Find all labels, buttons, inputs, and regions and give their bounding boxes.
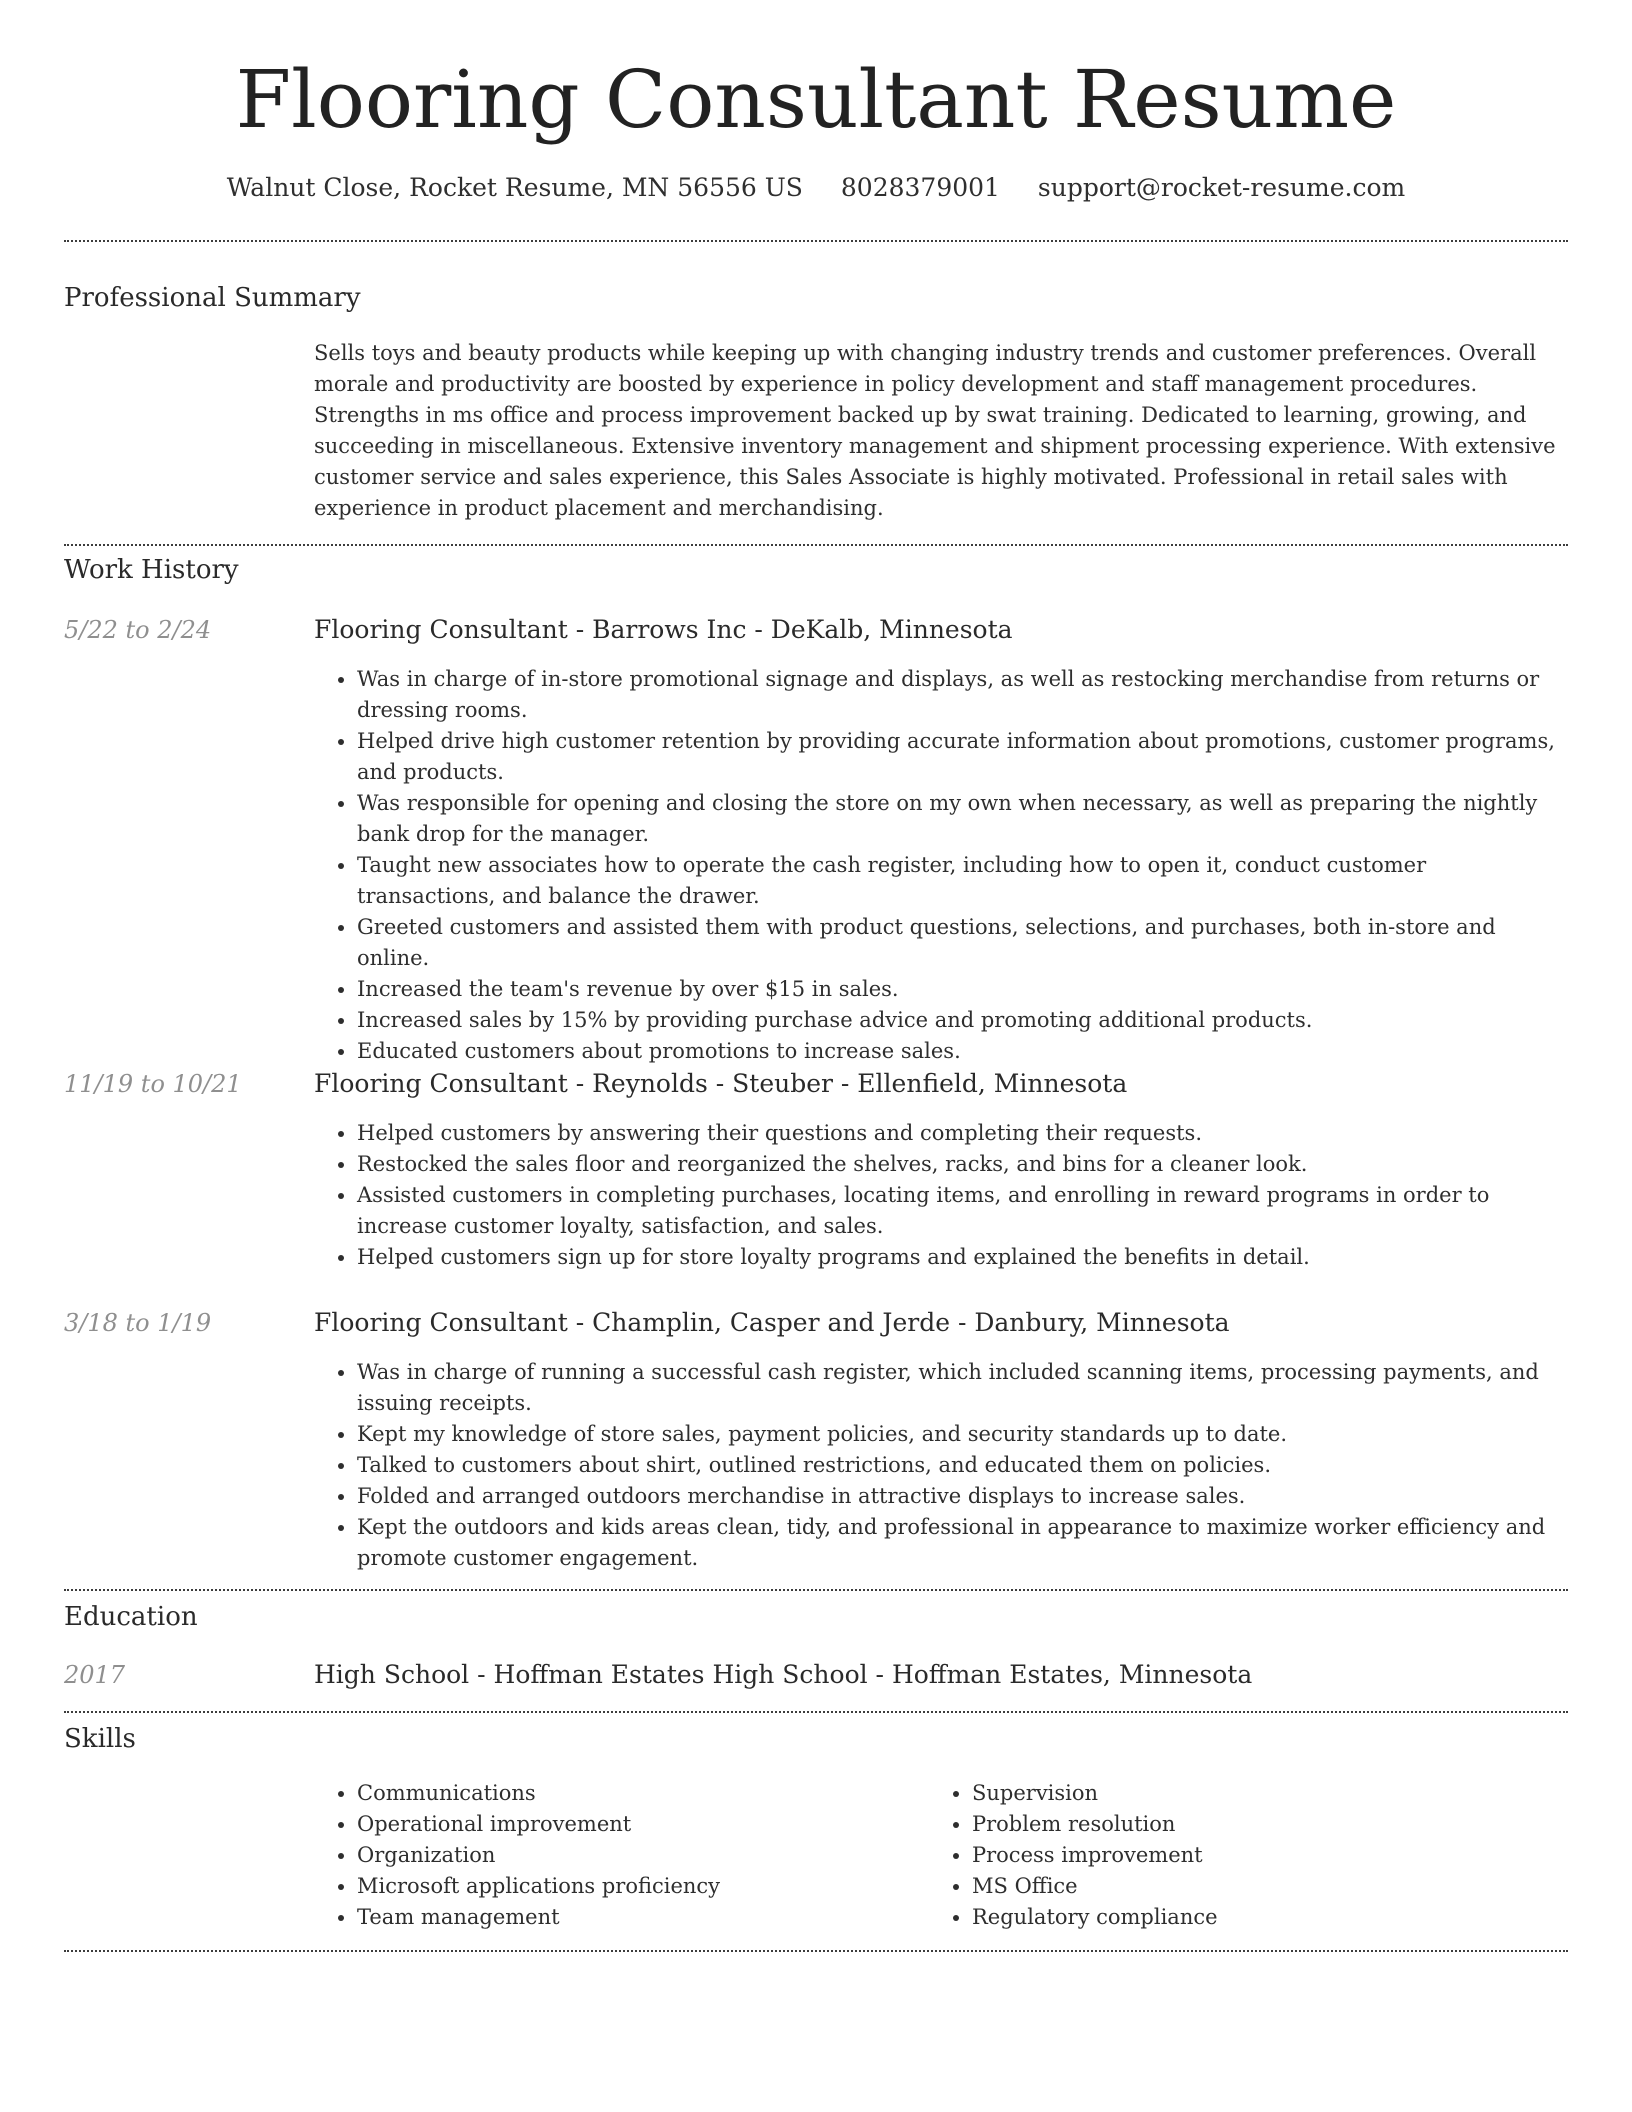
job-duties: [314, 664, 1564, 1067]
resume-header: [0, 50, 1632, 206]
job-bullet-list: [314, 1357, 1564, 1574]
list-item: • Increased sales by 15% by providing purchase advice and promoting additional products.: [357, 1005, 1564, 1036]
education-heading: Education: [64, 1602, 198, 1632]
skill-item: • MS Office: [972, 1871, 1529, 1902]
skills-heading: Skills: [64, 1724, 136, 1754]
list-item: • Was in charge of running a successful cash register, which included scanning items, processing payments, and issuing receipts.: [357, 1357, 1564, 1419]
skill-item: • Supervision: [972, 1778, 1529, 1809]
list-item: • Taught new associates how to operate the cash register, including how to open it, conduct customer transactions, and balance the drawer.: [357, 850, 1564, 912]
list-item: • Kept my knowledge of store sales, payment policies, and security standards up to date.: [357, 1419, 1564, 1450]
job-bullet-list: [314, 1118, 1564, 1273]
contact-email: support@rocket-resume.com: [1037, 173, 1406, 202]
skill-item: • Operational improvement: [357, 1809, 914, 1840]
job-duties: [314, 1118, 1564, 1273]
job-heading: Flooring Consultant - Champlin, Casper and Jerde - Danbury, Minnesota: [314, 1308, 1230, 1337]
list-item: • Was in charge of in-store promotional signage and displays, as well as restocking merchandise from returns or dressing rooms.: [357, 664, 1564, 726]
skill-item: • Communications: [357, 1778, 914, 1809]
list-item: • Helped customers by answering their questions and completing their requests.: [357, 1118, 1564, 1149]
contact-address: Walnut Close, Rocket Resume, MN 56556 US: [226, 173, 803, 202]
skill-item: • Team management: [357, 1902, 914, 1933]
education-year: 2017: [64, 1661, 126, 1689]
list-item: • Talked to customers about shirt, outlined restrictions, and educated them on policies.: [357, 1450, 1564, 1481]
list-item: • Educated customers about promotions to increase sales.: [357, 1036, 1564, 1067]
skill-item: • Regulatory compliance: [972, 1902, 1529, 1933]
divider: [64, 1711, 1568, 1713]
skills-column-right: [929, 1778, 1529, 1933]
work-history-heading: Work History: [64, 555, 239, 585]
divider: [64, 240, 1568, 242]
contact-phone: 8028379001: [840, 173, 1000, 202]
skill-item: • Organization: [357, 1840, 914, 1871]
skill-item: • Process improvement: [972, 1840, 1529, 1871]
job-duties: [314, 1357, 1564, 1574]
list-item: • Was responsible for opening and closing the store on my own when necessary, as well as preparing the nightly bank drop for the manager.: [357, 788, 1564, 850]
job-heading: Flooring Consultant - Barrows Inc - DeKalb, Minnesota: [314, 615, 1013, 644]
skill-item: • Microsoft applications proficiency: [357, 1871, 914, 1902]
summary-body: [314, 338, 1564, 524]
job-heading: Flooring Consultant - Reynolds - Steuber - Ellenfield, Minnesota: [314, 1069, 1128, 1098]
job-dates: 11/19 to 10/21: [64, 1070, 242, 1098]
list-item: • Helped customers sign up for store loyalty programs and explained the benefits in detail.: [357, 1242, 1564, 1273]
contact-line: [0, 170, 1632, 206]
job-dates: 5/22 to 2/24: [64, 616, 212, 644]
resume-title: Flooring Consultant Resume: [235, 53, 1397, 146]
job-bullet-list: [314, 664, 1564, 1067]
list-item: • Greeted customers and assisted them with product questions, selections, and purchases, both in-store and online.: [357, 912, 1564, 974]
skill-item: • Problem resolution: [972, 1809, 1529, 1840]
skills-list-left: [314, 1778, 914, 1933]
summary-heading: Professional Summary: [64, 283, 361, 313]
list-item: • Helped drive high customer retention by providing accurate information about promotions, customer programs, and products.: [357, 726, 1564, 788]
summary-text: Sells toys and beauty products while keeping up with changing industry trends and customer preferences. Overall morale and productivity are boosted by experience in policy development and staff management procedures. Strengths in ms office and process improvement backed up by swat training. Dedicated to learning, growing, and succeeding in miscellaneous. Extensive inventory management and shipment processing experience. With extensive customer service and sales experience, this Sales Associate is highly motivated. Professional in retail sales with experience in product placement and merchandising.: [314, 341, 1556, 520]
list-item: • Assisted customers in completing purchases, locating items, and enrolling in reward programs in order to increase customer loyalty, satisfaction, and sales.: [357, 1180, 1564, 1242]
education-entry: High School - Hoffman Estates High School - Hoffman Estates, Minnesota: [314, 1660, 1253, 1689]
divider: [64, 1950, 1568, 1952]
divider: [64, 1589, 1568, 1591]
list-item: • Folded and arranged outdoors merchandise in attractive displays to increase sales.: [357, 1481, 1564, 1512]
skills-list-right: [929, 1778, 1529, 1933]
list-item: • Restocked the sales floor and reorganized the shelves, racks, and bins for a cleaner look.: [357, 1149, 1564, 1180]
divider: [64, 544, 1568, 546]
skills-column-left: [314, 1778, 914, 1933]
list-item: • Kept the outdoors and kids areas clean, tidy, and professional in appearance to maximize worker efficiency and promote customer engagement.: [357, 1512, 1564, 1574]
list-item: • Increased the team's revenue by over $15 in sales.: [357, 974, 1564, 1005]
job-dates: 3/18 to 1/19: [64, 1309, 212, 1337]
